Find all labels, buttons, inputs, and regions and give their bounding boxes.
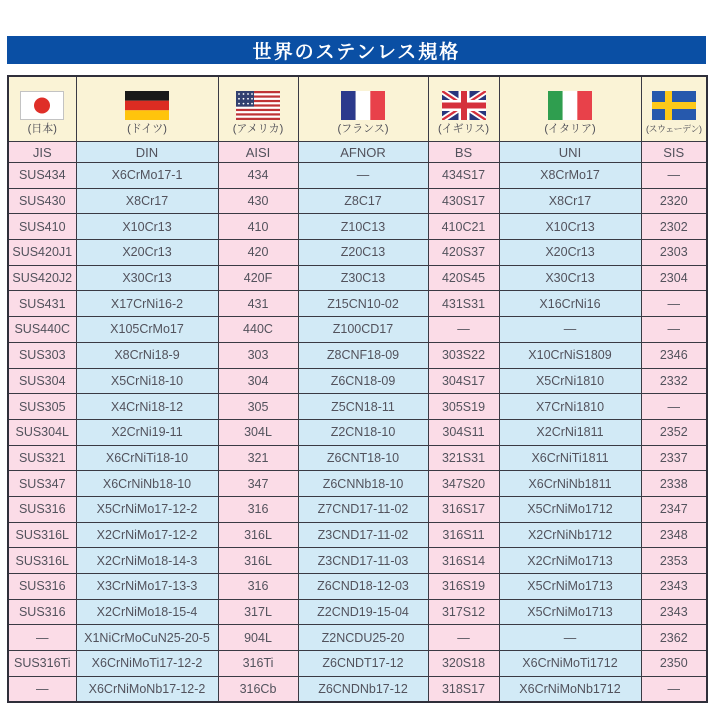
grade-cell: SUS321 xyxy=(8,445,76,471)
standard-header-bs: BS xyxy=(428,142,499,163)
grade-cell: — xyxy=(499,317,641,343)
table-row xyxy=(8,240,707,266)
grade-cell: 2350 xyxy=(641,651,707,677)
grade-cell: — xyxy=(641,163,707,189)
table-row xyxy=(8,625,707,651)
grade-cell: SUS316 xyxy=(8,574,76,600)
grade-cell: 321S31 xyxy=(428,445,499,471)
grade-cell: X2CrNiNb1712 xyxy=(499,522,641,548)
germany-flag-icon xyxy=(125,91,169,120)
grade-cell: X6CrNiMoTi1712 xyxy=(499,651,641,677)
country-label: (日本) xyxy=(27,122,57,135)
grade-cell: 2338 xyxy=(641,471,707,497)
grade-cell: X6CrNiTi1811 xyxy=(499,445,641,471)
grade-cell: X2CrNi1811 xyxy=(499,419,641,445)
grade-cell: Z6CN18-09 xyxy=(298,368,428,394)
japan-flag-icon xyxy=(20,91,64,120)
standard-header-uni: UNI xyxy=(499,142,641,163)
table-row xyxy=(8,394,707,420)
grade-cell: X6CrNiMoNb1712 xyxy=(499,676,641,702)
grade-cell: SUS430 xyxy=(8,188,76,214)
grade-cell: 304S11 xyxy=(428,419,499,445)
grade-cell: 318S17 xyxy=(428,676,499,702)
grade-cell: Z2NCDU25-20 xyxy=(298,625,428,651)
grade-cell: X5CrNi18-10 xyxy=(76,368,218,394)
grade-cell: Z6CNDNb17-12 xyxy=(298,676,428,702)
standards-header-row xyxy=(8,142,707,163)
grade-cell: X2CrNiMo1713 xyxy=(499,548,641,574)
country-label: (ドイツ) xyxy=(127,122,167,135)
grade-cell: X17CrNi16-2 xyxy=(76,291,218,317)
grade-cell: SUS347 xyxy=(8,471,76,497)
grade-cell: X20Cr13 xyxy=(499,240,641,266)
grade-cell: Z20C13 xyxy=(298,240,428,266)
grade-cell: 316Cb xyxy=(218,676,298,702)
grade-cell: 305 xyxy=(218,394,298,420)
grade-cell: 305S19 xyxy=(428,394,499,420)
country-label: (スウェーデン) xyxy=(646,123,702,134)
grade-cell: 316 xyxy=(218,574,298,600)
grade-cell: X10Cr13 xyxy=(499,214,641,240)
grade-cell: 347 xyxy=(218,471,298,497)
grade-cell: Z30C13 xyxy=(298,265,428,291)
grade-cell: X16CrNi16 xyxy=(499,291,641,317)
table-row xyxy=(8,214,707,240)
grade-cell: X1NiCrMoCuN25-20-5 xyxy=(76,625,218,651)
grade-cell: 430S17 xyxy=(428,188,499,214)
country-label: (アメリカ) xyxy=(232,122,284,135)
grade-cell: X2CrNiMo17-12-2 xyxy=(76,522,218,548)
grade-cell: SUS440C xyxy=(8,317,76,343)
grade-cell: 304S17 xyxy=(428,368,499,394)
grade-cell: Z6CNDT17-12 xyxy=(298,651,428,677)
standard-header-din: DIN xyxy=(76,142,218,163)
grade-cell: Z3CND17-11-03 xyxy=(298,548,428,574)
grade-cell: SUS420J1 xyxy=(8,240,76,266)
grade-cell: 317S12 xyxy=(428,599,499,625)
grade-cell: X6CrNiNb1811 xyxy=(499,471,641,497)
grade-cell: 304L xyxy=(218,419,298,445)
table-row xyxy=(8,676,707,702)
grade-cell: SUS316L xyxy=(8,548,76,574)
grade-cell: 420S45 xyxy=(428,265,499,291)
grade-cell: Z8C17 xyxy=(298,188,428,214)
grade-cell: 410 xyxy=(218,214,298,240)
grade-cell: 410C21 xyxy=(428,214,499,240)
grade-cell: X7CrNi1810 xyxy=(499,394,641,420)
table-row xyxy=(8,317,707,343)
grade-cell: 316Ti xyxy=(218,651,298,677)
table-row xyxy=(8,291,707,317)
grade-cell: Z2CND19-15-04 xyxy=(298,599,428,625)
standard-header-sis: SIS xyxy=(641,142,707,163)
grade-cell: 2320 xyxy=(641,188,707,214)
grade-cell: X2CrNiMo18-15-4 xyxy=(76,599,218,625)
grade-cell: — xyxy=(428,625,499,651)
grade-cell: 420S37 xyxy=(428,240,499,266)
grade-cell: 434S17 xyxy=(428,163,499,189)
grade-cell: X8Cr17 xyxy=(76,188,218,214)
grade-cell: Z2CN18-10 xyxy=(298,419,428,445)
grade-cell: 316S11 xyxy=(428,522,499,548)
grade-cell: X10Cr13 xyxy=(76,214,218,240)
uk-flag-icon xyxy=(442,91,486,120)
standard-header-aisi: AISI xyxy=(218,142,298,163)
grade-cell: X5CrNiMo1712 xyxy=(499,496,641,522)
grade-cell: SUS304L xyxy=(8,419,76,445)
grade-cell: 2362 xyxy=(641,625,707,651)
grade-cell: Z3CND17-11-02 xyxy=(298,522,428,548)
stainless-table-body xyxy=(8,76,707,702)
grade-cell: X8CrMo17 xyxy=(499,163,641,189)
table-row xyxy=(8,471,707,497)
grade-cell: X6CrNiNb18-10 xyxy=(76,471,218,497)
grade-cell: — xyxy=(298,163,428,189)
grade-cell: 304 xyxy=(218,368,298,394)
grade-cell: 2303 xyxy=(641,240,707,266)
stainless-standards-table xyxy=(7,75,708,703)
grade-cell: SUS316Ti xyxy=(8,651,76,677)
column-header-usa xyxy=(218,76,298,142)
grade-cell: X6CrNiMoNb17-12-2 xyxy=(76,676,218,702)
grade-cell: X2CrNiMo18-14-3 xyxy=(76,548,218,574)
grade-cell: 303 xyxy=(218,342,298,368)
table-row xyxy=(8,188,707,214)
grade-cell: — xyxy=(499,625,641,651)
grade-cell: — xyxy=(428,317,499,343)
column-header-italy xyxy=(499,76,641,142)
grade-cell: 431S31 xyxy=(428,291,499,317)
table-row xyxy=(8,548,707,574)
grade-cell: 2332 xyxy=(641,368,707,394)
grade-cell: 347S20 xyxy=(428,471,499,497)
page-title xyxy=(7,36,706,64)
grade-cell: SUS304 xyxy=(8,368,76,394)
standard-header-afnor: AFNOR xyxy=(298,142,428,163)
grade-cell: 2353 xyxy=(641,548,707,574)
grade-cell: X8CrNi18-9 xyxy=(76,342,218,368)
grade-cell: Z100CD17 xyxy=(298,317,428,343)
grade-cell: SUS316L xyxy=(8,522,76,548)
table-row xyxy=(8,599,707,625)
grade-cell: X2CrNi19-11 xyxy=(76,419,218,445)
grade-cell: 420F xyxy=(218,265,298,291)
column-header-japan xyxy=(8,76,76,142)
grade-cell: 303S22 xyxy=(428,342,499,368)
grade-cell: 320S18 xyxy=(428,651,499,677)
sweden-flag-icon xyxy=(652,91,696,120)
grade-cell: X20Cr13 xyxy=(76,240,218,266)
table-row xyxy=(8,496,707,522)
table-row xyxy=(8,574,707,600)
grade-cell: Z6CNNb18-10 xyxy=(298,471,428,497)
grade-cell: SUS303 xyxy=(8,342,76,368)
grade-cell: X30Cr13 xyxy=(76,265,218,291)
column-header-sweden xyxy=(641,76,707,142)
grade-cell: Z6CNT18-10 xyxy=(298,445,428,471)
flag-header-row xyxy=(8,76,707,142)
grade-cell: 316S17 xyxy=(428,496,499,522)
table-row xyxy=(8,368,707,394)
grade-cell: 2343 xyxy=(641,599,707,625)
country-label: (フランス) xyxy=(337,122,389,135)
grade-cell: 420 xyxy=(218,240,298,266)
grade-cell: 2302 xyxy=(641,214,707,240)
grade-cell: — xyxy=(641,317,707,343)
grade-cell: 316S19 xyxy=(428,574,499,600)
usa-flag-icon xyxy=(236,91,280,120)
grade-cell: SUS420J2 xyxy=(8,265,76,291)
grade-cell: Z15CN10-02 xyxy=(298,291,428,317)
grade-cell: X5CrNiMo1713 xyxy=(499,574,641,600)
grade-cell: X105CrMo17 xyxy=(76,317,218,343)
grade-cell: 317L xyxy=(218,599,298,625)
table-row xyxy=(8,651,707,677)
grade-cell: 904L xyxy=(218,625,298,651)
grade-cell: SUS316 xyxy=(8,496,76,522)
column-header-germany xyxy=(76,76,218,142)
table-row xyxy=(8,522,707,548)
grade-cell: X3CrNiMo17-13-3 xyxy=(76,574,218,600)
grade-cell: 440C xyxy=(218,317,298,343)
grade-cell: 2304 xyxy=(641,265,707,291)
grade-cell: X6CrNiTi18-10 xyxy=(76,445,218,471)
grade-cell: X10CrNiS1809 xyxy=(499,342,641,368)
country-label: (イタリア) xyxy=(544,122,596,135)
grade-cell: 316S14 xyxy=(428,548,499,574)
grade-cell: Z10C13 xyxy=(298,214,428,240)
table-row xyxy=(8,342,707,368)
grade-cell: X5CrNiMo17-12-2 xyxy=(76,496,218,522)
grade-cell: 316 xyxy=(218,496,298,522)
grade-cell: — xyxy=(8,625,76,651)
grade-cell: Z6CND18-12-03 xyxy=(298,574,428,600)
grade-cell: X4CrNi18-12 xyxy=(76,394,218,420)
grade-cell: — xyxy=(641,394,707,420)
grade-cell: 2352 xyxy=(641,419,707,445)
table-row xyxy=(8,265,707,291)
grade-cell: Z8CNF18-09 xyxy=(298,342,428,368)
grade-cell: Z7CND17-11-02 xyxy=(298,496,428,522)
grade-cell: SUS431 xyxy=(8,291,76,317)
table-row xyxy=(8,445,707,471)
grade-cell: X30Cr13 xyxy=(499,265,641,291)
column-header-france xyxy=(298,76,428,142)
grade-cell: 2343 xyxy=(641,574,707,600)
grade-cell: SUS305 xyxy=(8,394,76,420)
grade-cell: 430 xyxy=(218,188,298,214)
grade-cell: X5CrNi1810 xyxy=(499,368,641,394)
standard-header-jis: JIS xyxy=(8,142,76,163)
grade-cell: 2348 xyxy=(641,522,707,548)
grade-cell: X8Cr17 xyxy=(499,188,641,214)
italy-flag-icon xyxy=(548,91,592,120)
grade-cell: X6CrMo17-1 xyxy=(76,163,218,189)
grade-cell: 321 xyxy=(218,445,298,471)
column-header-uk xyxy=(428,76,499,142)
france-flag-icon xyxy=(341,91,385,120)
grade-cell: 434 xyxy=(218,163,298,189)
country-label: (イギリス) xyxy=(437,122,490,135)
grade-cell: — xyxy=(8,676,76,702)
grade-cell: Z5CN18-11 xyxy=(298,394,428,420)
grade-cell: 2346 xyxy=(641,342,707,368)
grade-cell: X6CrNiMoTi17-12-2 xyxy=(76,651,218,677)
grade-cell: 2347 xyxy=(641,496,707,522)
grade-cell: 2337 xyxy=(641,445,707,471)
grade-cell: 316L xyxy=(218,548,298,574)
grade-cell: X5CrNiMo1713 xyxy=(499,599,641,625)
grade-cell: SUS434 xyxy=(8,163,76,189)
page-title-text: 世界のステンレス規格 xyxy=(252,41,461,63)
grade-cell: SUS316 xyxy=(8,599,76,625)
grade-cell: SUS410 xyxy=(8,214,76,240)
grade-cell: — xyxy=(641,676,707,702)
table-row xyxy=(8,163,707,189)
grade-cell: 431 xyxy=(218,291,298,317)
table-row xyxy=(8,419,707,445)
grade-cell: — xyxy=(641,291,707,317)
grade-cell: 316L xyxy=(218,522,298,548)
